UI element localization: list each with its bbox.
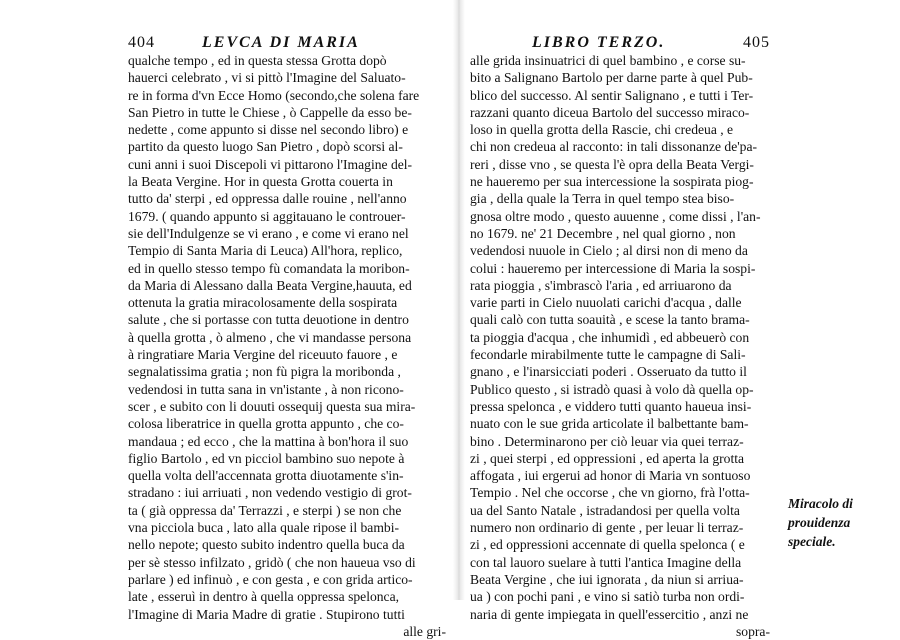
text-line: à quella grotta , ò almeno , che vi mandasse persona: [128, 329, 412, 345]
text-line: rata pioggia , s'imbrascò l'aria , ed arriuarono da: [470, 277, 732, 293]
text-line: con tal lauoro suelare à tutti l'antica Imagine della: [470, 554, 742, 570]
text-line: tutto da' sterpi , ed oppressa dalle rouine , nell'anno: [128, 191, 407, 207]
text-line: mandaua ; ed ecco , che la mattina à bon'hora il suo: [128, 433, 409, 449]
text-line: nello nepote; questo subito indentro quella buca da: [128, 537, 405, 553]
text-line: da Maria di Alessano dalla Beata Vergine,hauuta, ed: [128, 277, 412, 293]
text-line: numero non ordinario di gente , per leuar li terraz-: [470, 520, 744, 536]
text-line: chi non credeua al racconto: in tali dissonanze de'pa-: [470, 139, 758, 155]
page-number: 404: [128, 34, 155, 51]
text-line: hauerci celebrato , vi si pittò l'Imagine del Saluato-: [128, 70, 406, 86]
text-line: fecondarle mirabilmente tutte le campagne di Sali-: [470, 347, 746, 363]
text-line: Tempio di Santa Maria di Leuca) All'hora, replico,: [128, 243, 403, 259]
text-line: alle grida insinuatrici di quel bambino , e corse su-: [470, 53, 746, 68]
text-line: colui : haueremo per intercessione di Maria la sospi-: [470, 260, 756, 276]
text-line: partito da questo luogo San Pietro , dopò scorsi al-: [128, 139, 403, 155]
text-line: blico del successo. Al sentir Salignano , e tutti i Ter-: [470, 87, 754, 103]
text-line: 1679. ( quando appunto si aggitauano le controuer-: [128, 208, 406, 224]
page-number: 405: [743, 34, 770, 51]
marginal-note: [788, 494, 898, 551]
running-head: LIBRO TERZO.: [532, 34, 666, 51]
text-line: qualche tempo , ed in questa stessa Grotta dopò: [128, 53, 387, 68]
text-line: sopra-: [736, 623, 770, 639]
text-line: la Beata Vergine. Hor in questa Grotta couerta in: [128, 174, 393, 190]
text-line: pressa spelonca , e viddero tutti quanto haueua insi-: [470, 398, 752, 414]
text-line: bino . Determinarono per ciò leuar via quei terraz-: [470, 433, 744, 449]
text-line: ta pioggia d'acqua , che inhumidì , ed abbeuerò con: [470, 329, 750, 345]
marginal-note-line: prouidenza: [788, 515, 851, 530]
text-line: razzani quanto diceua Bartolo del successo miraco-: [470, 104, 750, 120]
text-line: gnano , e l'inarsicciati poderi . Osseruato da tutto il: [470, 364, 747, 380]
text-line: loso in quella grotta della Rascie, chi credeua , e: [470, 122, 734, 138]
text-line: bito a Salignano Bartolo per darne parte à quel Pub-: [470, 70, 753, 86]
text-line: gia , della quale la Terra in quel tempo stea biso-: [470, 191, 735, 207]
left-page-header: [128, 34, 446, 52]
text-line: Publico questo , si istradò quasi à volo dà quella op-: [470, 381, 754, 397]
book-gutter: [453, 0, 465, 600]
text-line: segnalatissima gratia ; non fù pigra la moribonda ,: [128, 364, 401, 380]
text-line: l'Imagine di Maria Madre di gratie . Stupirono tutti: [128, 606, 405, 622]
text-line: quali calò con tutta soauità , e scese la tanto brama-: [470, 312, 750, 328]
text-line: re in forma d'vn Ecce Homo (secondo,che solena fare: [128, 87, 420, 103]
text-line: gnosa oltre modo , questo auuenne , come dissi , l'an-: [470, 208, 761, 224]
right-page: [470, 0, 770, 639]
text-line: zi , quei sterpi , ed oppressioni , ed aperta la grotta: [470, 450, 745, 466]
text-line: varie parti in Cielo nuuolati carichi d'acqua , dalle: [470, 295, 742, 311]
text-line: sie dell'Indulgenze se vi erano , e come vi erano nel: [128, 225, 409, 241]
running-head: LEVCA DI MARIA: [202, 34, 360, 51]
text-line: no 1679. ne' 21 Decembre , nel qual giorno , non: [470, 225, 736, 241]
text-line: San Pietro in tutte le Chiese , ò Cappelle da esso be-: [128, 104, 412, 120]
text-line: colosa liberatrice in quella grotta appunto , che co-: [128, 416, 404, 432]
text-line: quella volta dell'accennata grotta diuotamente s'in-: [128, 468, 404, 484]
text-line: naria di gente impiegata in quell'essercitio , anzi ne: [470, 606, 749, 622]
text-line: vedendosi in tutta sana in vn'istante , à non ricono-: [128, 381, 404, 397]
text-line: vna picciola buca , lato alla quale ripose il bambi-: [128, 520, 400, 536]
text-line: stradano : iui arriuati , non vedendo vestigio di grot-: [128, 485, 412, 501]
text-line: Tempio . Nel che occorse , che vn giorno, frà l'otta-: [470, 485, 750, 501]
text-line: figlio Bartolo , ed vn picciol bambino suo nepote à: [128, 450, 405, 466]
text-line: alle gri-: [403, 623, 446, 639]
right-page-text: [470, 52, 770, 640]
text-line: reri , disse vno , se questa l'è opra della Beata Vergi-: [470, 156, 754, 172]
text-line: ed in quello stesso tempo fù comandata la moribon-: [128, 260, 410, 276]
text-line: per sè stesso infilzato , gridò ( che non haueua vso di: [128, 554, 416, 570]
text-line: ua del Santo Natale , istradandosi per quella volta: [470, 502, 740, 518]
marginal-note-line: speciale.: [788, 534, 836, 549]
text-line: salute , che si portasse con tutta deuotione in dentro: [128, 312, 409, 328]
text-line: late , esseruì in dentro à quella oppressa spelonca,: [128, 589, 400, 605]
marginal-note-line: Miracolo di: [788, 496, 853, 511]
left-page-text: [128, 52, 446, 640]
text-line: ua ) con pochi pani , e vino si satiò turba non ordi-: [470, 589, 745, 605]
text-line: ne haueremo per sua intercessione la sospirata piog-: [470, 174, 754, 190]
text-line: parlare ) ed infinuò , e con gesta , e con grida artico-: [128, 571, 413, 587]
text-line: ta ( già oppressa da' Terrazzi , e sterpi ) se non che: [128, 502, 402, 518]
text-line: Beata Vergine , che iui ignorata , da niun si arriua-: [470, 571, 744, 587]
text-line: nedette , come appunto si disse nel secondo libro) e: [128, 122, 409, 138]
text-line: à ringratiare Maria Vergine del riceuuto fauore , e: [128, 347, 398, 363]
text-line: affogata , iui ergerui ad honor di Maria vn sontuoso: [470, 468, 751, 484]
right-page-header: [470, 34, 770, 52]
text-line: ottenuta la gratia miracolosamente della sospirata: [128, 295, 398, 311]
text-line: zi , ed oppressioni accennate di quella spelonca ( e: [470, 537, 745, 553]
left-page: [128, 0, 446, 639]
text-line: cuni anni i suoi Discepoli vi pittarono l'Imagine del-: [128, 156, 413, 172]
text-line: scer , e subito con li douuti ossequij questa sua mira-: [128, 398, 416, 414]
text-line: vedendosi nuuole in Cielo ; al dirsi non di meno da: [470, 243, 748, 259]
text-line: nuato con le sue grida articolate il balbettante bam-: [470, 416, 749, 432]
